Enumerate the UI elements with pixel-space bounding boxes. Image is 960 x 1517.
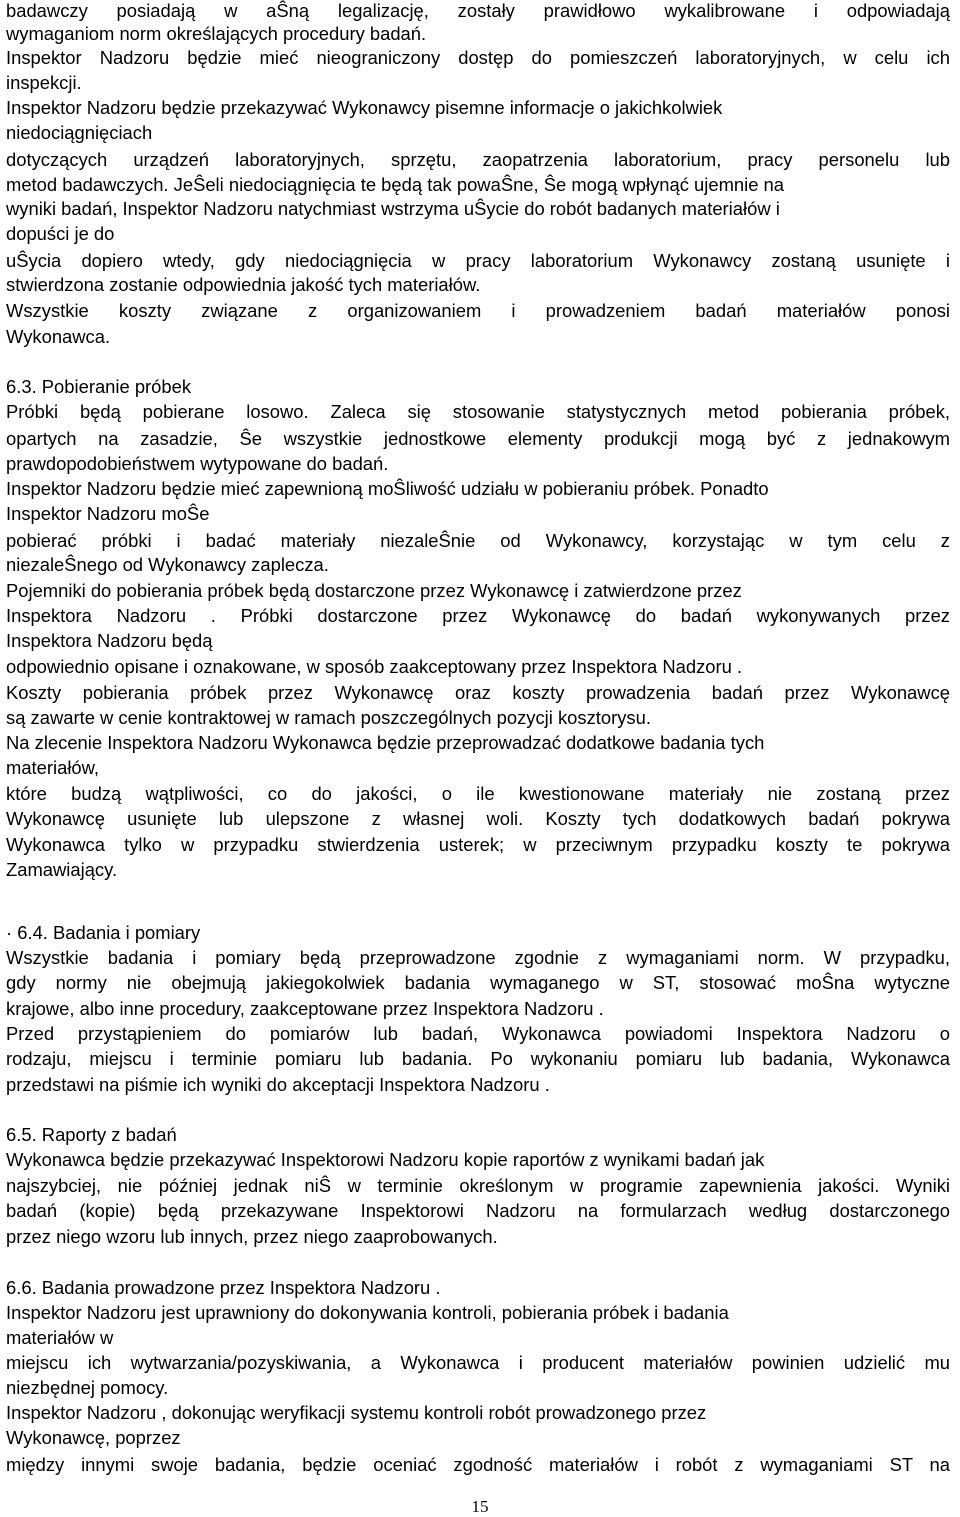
text-line: materiałów w <box>6 1327 114 1348</box>
text-line: 6.3. Pobieranie próbek <box>6 376 192 397</box>
text-line: są zawarte w cenie kontraktowej w ramach poszczególnych pozycji kosztorysu. <box>6 707 651 728</box>
text-line: niezaleŜnego od Wykonawcy zaplecza. <box>6 554 329 575</box>
text-line: wyniki badań, Inspektor Nadzoru natychmiast wstrzyma uŜycie do robót badanych materiałów i <box>6 198 780 219</box>
text-line: niezbędnej pomocy. <box>6 1377 169 1398</box>
text-line: badawczy posiadają w aŜną legalizację, zostały prawidłowo wykalibrowane i odpowiadają <box>6 0 950 21</box>
text-line: Inspektor Nadzoru będzie mieć nieograniczony dostęp do pomieszczeń laboratoryjnych, w celu ich <box>6 47 950 68</box>
text-line: Inspektor Nadzoru , dokonując weryfikacji systemu kontroli robót prowadzonego przez <box>6 1402 707 1423</box>
text-line: 6.5. Raporty z badań <box>6 1124 177 1145</box>
text-line: Inspektor Nadzoru jest uprawniony do dokonywania kontroli, pobierania próbek i badania <box>6 1302 729 1323</box>
text-line: uŜycia dopiero wtedy, gdy niedociągnięcia w pracy laboratorium Wykonawcy zostaną usunięte i <box>6 250 950 271</box>
text-line: niedociągnięciach <box>6 122 153 143</box>
text-line: inspekcji. <box>6 72 82 93</box>
text-line: Inspektor Nadzoru moŜe <box>6 503 210 524</box>
text-line: Inspektora Nadzoru . Próbki dostarczone przez Wykonawcę do badań wykonywanych przez <box>6 605 950 626</box>
text-line: Przed przystąpieniem do pomiarów lub badań, Wykonawca powiadomi Inspektora Nadzoru o <box>6 1023 950 1044</box>
text-line: opartych na zasadzie, Ŝe wszystkie jednostkowe elementy produkcji mogą być z jednakowym <box>6 428 950 449</box>
text-line: przedstawi na piśmie ich wyniki do akceptacji Inspektora Nadzoru . <box>6 1074 550 1095</box>
text-line: które budzą wątpliwości, co do jakości, o ile kwestionowane materiały nie zostaną przez <box>6 783 950 804</box>
text-line: Próbki będą pobierane losowo. Zaleca się stosowanie statystycznych metod pobierania próbek, <box>6 401 950 422</box>
text-line: Wykonawca będzie przekazywać Inspektorowi Nadzoru kopie raportów z wynikami badań jak <box>6 1149 765 1170</box>
text-line: materiałów, <box>6 757 100 778</box>
text-line: Na zlecenie Inspektora Nadzoru Wykonawca będzie przeprowadzać dodatkowe badania tych <box>6 732 765 753</box>
text-line: dopuści je do <box>6 223 115 244</box>
text-line: krajowe, albo inne procedury, zaakceptowane przez Inspektora Nadzoru . <box>6 998 604 1019</box>
text-line: Wykonawca tylko w przypadku stwierdzenia usterek; w przeciwnym przypadku koszty te pokrywa <box>6 834 950 855</box>
text-line: Wykonawcę usunięte lub ulepszone z własnej woli. Koszty tych dodatkowych badań pokrywa <box>6 808 950 829</box>
text-line: Inspektora Nadzoru będą <box>6 630 213 651</box>
text-line: Wszystkie koszty związane z organizowaniem i prowadzeniem badań materiałów ponosi <box>6 300 950 321</box>
text-line: dotyczących urządzeń laboratoryjnych, sprzętu, zaopatrzenia laboratorium, pracy personelu lub <box>6 149 950 170</box>
text-line: Wykonawca. <box>6 326 111 347</box>
text-line: wymaganiom norm określających procedury badań. <box>6 23 427 44</box>
text-line: prawdopodobieństwem wytypowane do badań. <box>6 453 389 474</box>
text-line: · 6.4. Badania i pomiary <box>6 922 201 943</box>
text-line: miejscu ich wytwarzania/pozyskiwania, a Wykonawca i producent materiałów powinien udzielić mu <box>6 1352 950 1373</box>
text-line: gdy normy nie obejmują jakiegokolwiek badania wymaganego w ST, stosować moŜna wytyczne <box>6 972 950 993</box>
text-line: przez niego wzoru lub innych, przez niego zaaprobowanych. <box>6 1226 498 1247</box>
page-number: 15 <box>471 1497 489 1516</box>
text-line: Inspektor Nadzoru będzie przekazywać Wykonawcy pisemne informacje o jakichkolwiek <box>6 97 723 118</box>
text-line: Inspektor Nadzoru będzie mieć zapewnioną moŜliwość udziału w pobieraniu próbek. Ponadto <box>6 478 769 499</box>
text-line: Wykonawcę, poprzez <box>6 1427 181 1448</box>
text-line: pobierać próbki i badać materiały niezaleŜnie od Wykonawcy, korzystając w tym celu z <box>6 530 950 551</box>
text-line: 6.6. Badania prowadzone przez Inspektora Nadzoru . <box>6 1277 441 1298</box>
text-line: Wszystkie badania i pomiary będą przeprowadzone zgodnie z wymaganiami norm. W przypadku, <box>6 947 950 968</box>
text-line: Pojemniki do pobierania próbek będą dostarczone przez Wykonawcę i zatwierdzone przez <box>6 580 742 601</box>
text-line: stwierdzona zostanie odpowiednia jakość tych materiałów. <box>6 274 481 295</box>
text-line: między innymi swoje badania, będzie oceniać zgodność materiałów i robót z wymaganiami ST na <box>6 1454 950 1475</box>
text-line: badań (kopie) będą przekazywane Inspektorowi Nadzoru na formularzach według dostarczonego <box>6 1200 950 1221</box>
text-line: Zamawiający. <box>6 859 118 880</box>
text-line: odpowiednio opisane i oznakowane, w sposób zaakceptowany przez Inspektora Nadzoru . <box>6 656 743 677</box>
text-line: Koszty pobierania próbek przez Wykonawcę oraz koszty prowadzenia badań przez Wykonawcę <box>6 682 950 703</box>
text-line: najszybciej, nie później jednak niŜ w terminie określonym w programie zapewnienia jakości. Wyniki <box>6 1175 950 1196</box>
text-line: rodzaju, miejscu i terminie pomiaru lub badania. Po wykonaniu pomiaru lub badania, Wykonawca <box>6 1048 950 1069</box>
text-line: metod badawczych. JeŜeli niedociągnięcia te będą tak powaŜne, Ŝe mogą wpłynąć ujemnie na <box>6 174 784 195</box>
